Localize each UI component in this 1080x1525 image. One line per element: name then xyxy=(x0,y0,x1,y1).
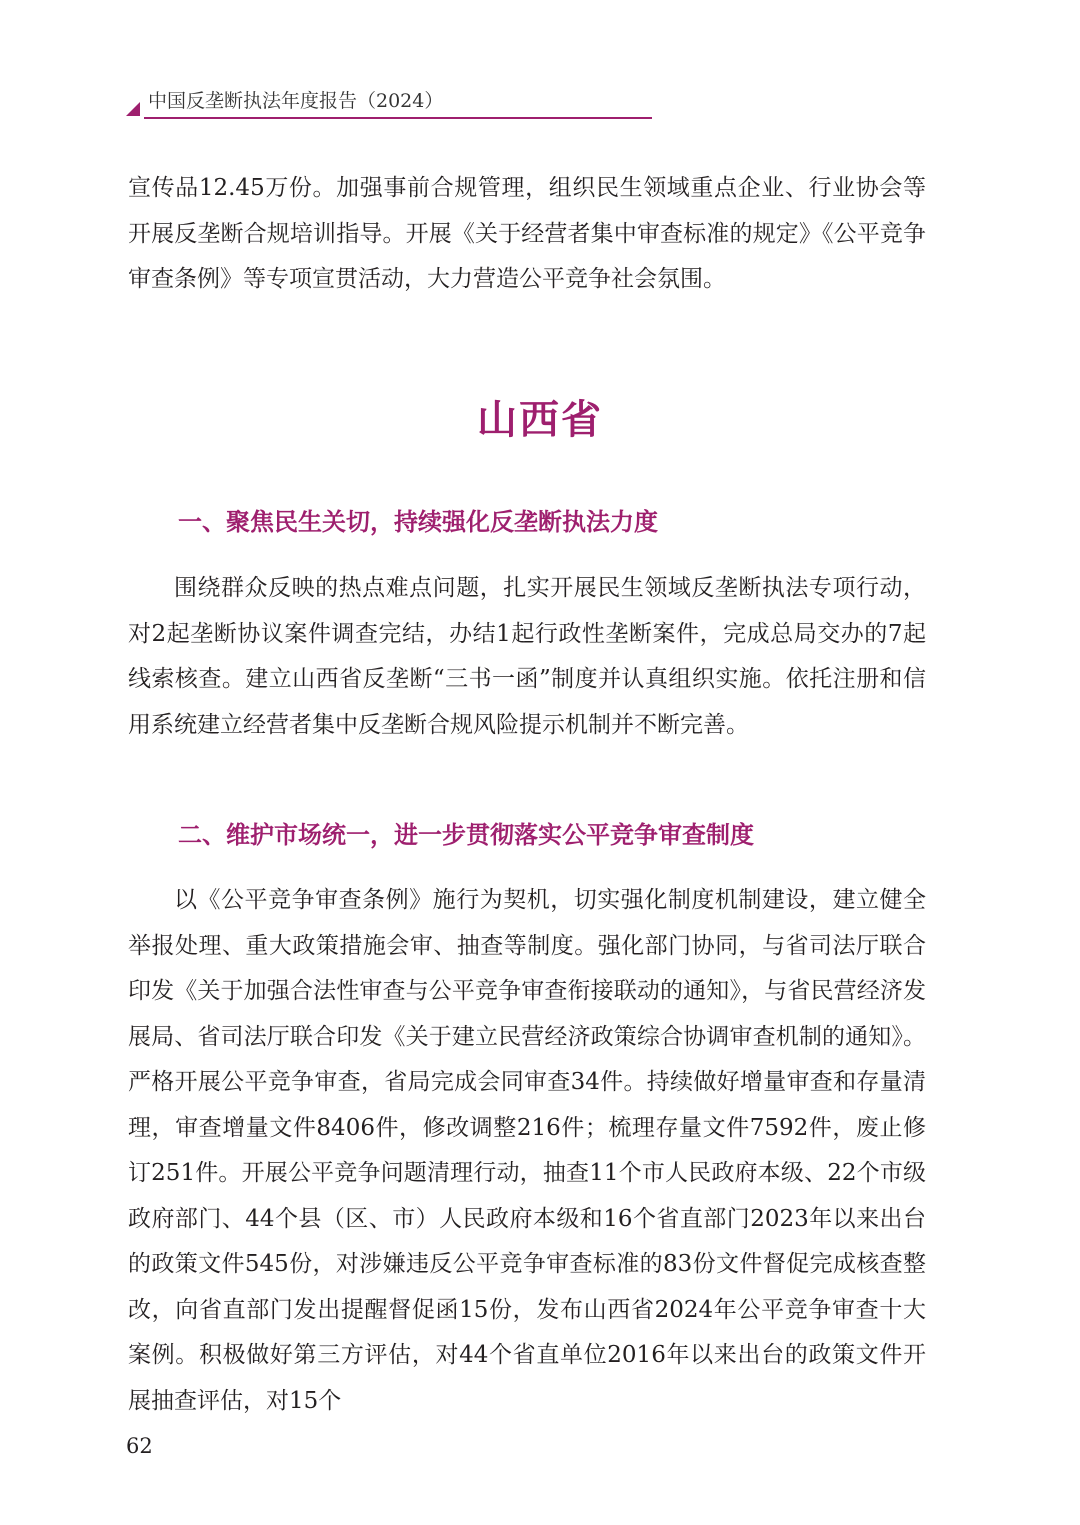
province-title: 山西省 xyxy=(477,397,603,443)
section-body-1: 围绕群众反映的热点难点问题，扎实开展民生领域反垄断执法专项行动，对2起垄断协议案件调查完结，办结1起行政性垄断案件，完成总局交办的7起线索核查。建立山西省反垄断“三书一函”制度并认真组织实施。依托注册和信用系统建立经营者集中反垄断合规风险提示机制并不断完善。 xyxy=(128,575,926,738)
section-body-2: 以《公平竞争审查条例》施行为契机，切实强化制度机制建设，建立健全举报处理、重大政策措施会审、抽查等制度。强化部门协同，与省司法厅联合印发《关于加强合法性审查与公平竞争审查衔接联动的通知》，与省民营经济发展局、省司法厅联合印发《关于建立民营经济政策综合协调审查机制的通知》。严格开展公平竞争审查，省局完成会同审查34件。持续做好增量审查和存量清理，审查增量文件8406件，修改调整216件；梳理存量文件7592件，废止修订251件。开展公平竞争问题清理行动，抽查11个市人民政府本级、22个市级政府部门、44个县（区、市）人民政府本级和16个省直部门2023年以来出台的政策文件545份，对涉嫌违反公平竞争审查标准的83份文件督促完成核查整改，向省直部门发出提醒督促函15份，发布山西省2024年公平竞争审查十大案例。积极做好第三方评估，对44个省直单位2016年以来出台的政策文件开展抽查评估，对15个 xyxy=(128,887,926,1414)
page-number: 62 xyxy=(126,1434,153,1458)
report-title: 中国反垄断执法年度报告（2024） xyxy=(148,90,444,112)
header-rule xyxy=(144,117,652,119)
header-triangle-icon xyxy=(126,102,140,116)
intro-paragraph: 宣传品12.45万份。加强事前合规管理，组织民生领域重点企业、行业协会等开展反垄断合规培训指导。开展《关于经营者集中审查标准的规定》《公平竞争审查条例》等专项宣贯活动，大力营造公平竞争社会氛围。 xyxy=(128,175,926,292)
section-heading-1: 一、聚焦民生关切，持续强化反垄断执法力度 xyxy=(178,508,658,536)
running-header xyxy=(126,88,656,120)
section-heading-2: 二、维护市场统一，进一步贯彻落实公平竞争审查制度 xyxy=(178,821,754,849)
